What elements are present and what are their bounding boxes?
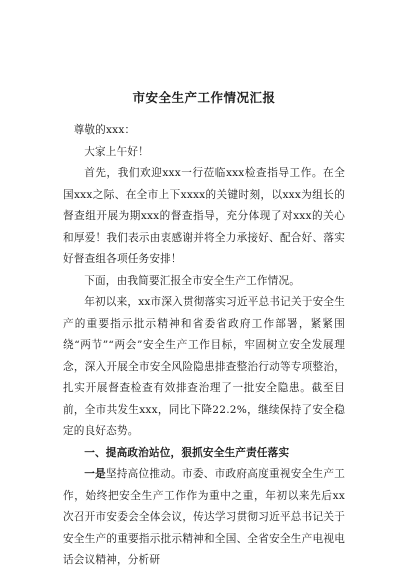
salutation: 尊敬的xxx： bbox=[73, 124, 136, 136]
paragraph-overview: 年初以来，xx市深入贯彻落实习近平总书记关于安全生产的重要指示批示精神和省委省政府工作部署，紧紧围绕“两节”“两会”安全生产工作目标，牢固树立安全发展理念，深入开展全市安全风险隐患排查整治行动等专项整治，扎实开展督查检查有效排查治理了一批安全隐患。截至目前，全市共发生xxx，同比下降22.2%，继续保持了安全稳定的良好态势。 bbox=[63, 296, 345, 437]
point-lead: 一是 bbox=[84, 468, 106, 480]
point-text: 坚持高位推动。市委、市政府高度重视安全生产工作，始终把安全生产工作作为重中之重，年初以来先后xx次召开市安委会全体会议，传达学习贯彻习近平总书记关于安全生产的重要指示批示精神和全国、全省安全生产电视电话会议精神，分析研 bbox=[63, 468, 345, 566]
document-body bbox=[63, 120, 345, 572]
paragraph-intro: 下面，由我简要汇报全市安全生产工作情况。 bbox=[84, 274, 301, 287]
document-title: 市安全生产工作情况汇报 bbox=[132, 90, 276, 105]
paragraph-first-point bbox=[63, 464, 345, 572]
paragraph-welcome: 首先，我们欢迎xxx一行莅临xxx检查指导工作。在全国xxx之际、在全市上下xxxx的关键时刻，以xxx为组长的督查组开展为期xxx的督查指导，充分体现了对xxx的关心和厚爱！我们表示由衷感谢并将全力承接好、配合好、落实好督查组各项任务安排！ bbox=[63, 167, 345, 265]
greeting: 大家上午好！ bbox=[84, 145, 149, 158]
section-heading: 一、提高政治站位，狠抓安全生产责任落实 bbox=[84, 446, 290, 459]
